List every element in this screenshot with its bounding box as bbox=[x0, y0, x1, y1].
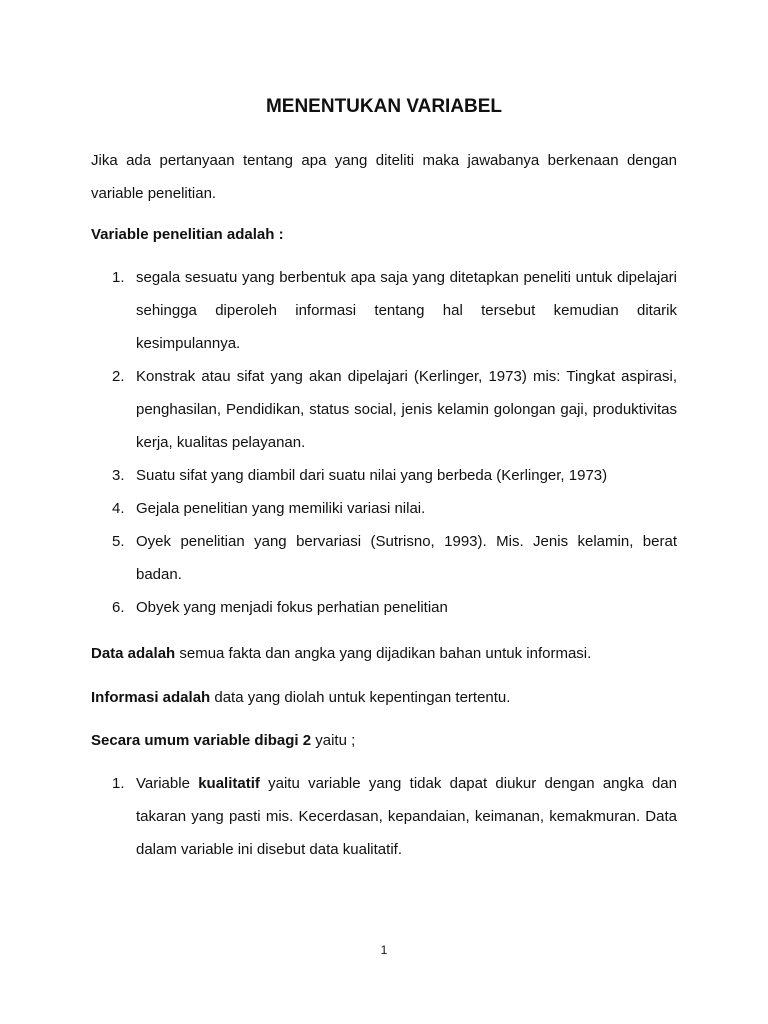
list-item-text: segala sesuatu yang berbentuk apa saja yang ditetapkan peneliti untuk dipelajari sehingga diperoleh informasi tentang hal tersebut kemudian ditarik kesimpulannya. bbox=[136, 269, 677, 352]
variable-split-statement bbox=[91, 724, 677, 757]
list-item-text: Obyek yang menjadi fokus perhatian penelitian bbox=[136, 599, 448, 616]
intro-paragraph: Jika ada pertanyaan tentang apa yang diteliti maka jawabanya berkenaan dengan variable penelitian. bbox=[91, 152, 677, 202]
list-item bbox=[91, 261, 677, 360]
variable-split-term: Secara umum variable dibagi 2 bbox=[91, 732, 312, 749]
data-definition-term: Data adalah bbox=[91, 645, 176, 662]
list-number: 6. bbox=[112, 599, 125, 616]
list-number: 4. bbox=[112, 500, 125, 517]
variable-split-text: yaitu ; bbox=[311, 732, 356, 749]
list-number: 5. bbox=[112, 533, 125, 550]
variable-type-list bbox=[91, 767, 677, 866]
list-item-text-post: yaitu variable yang tidak dapat diukur dengan angka dan takaran yang pasti mis. Kecerdasan, kepandaian, keimanan, kemakmuran. Data dalam variable ini disebut data kualitatif. bbox=[136, 775, 677, 858]
list-number: 1. bbox=[112, 775, 125, 792]
list-item bbox=[91, 525, 677, 591]
data-definition bbox=[91, 637, 677, 670]
list-item bbox=[91, 459, 677, 492]
list-number: 2. bbox=[112, 368, 125, 385]
list-item-text: Suatu sifat yang diambil dari suatu nilai yang berbeda (Kerlinger, 1973) bbox=[136, 467, 608, 484]
list-item bbox=[91, 492, 677, 525]
list-item-text-pre: Variable bbox=[136, 775, 199, 792]
data-definition-text: semua fakta dan angka yang dijadikan bahan untuk informasi. bbox=[175, 645, 592, 662]
list-item-text: Konstrak atau sifat yang akan dipelajari (Kerlinger, 1973) mis: Tingkat aspirasi, penghasilan, Pendidikan, status social, jenis kelamin golongan gaji, produktivitas kerja, kualitas pelayanan. bbox=[136, 368, 677, 451]
list-item bbox=[91, 767, 677, 866]
list-item bbox=[91, 360, 677, 459]
list-number: 1. bbox=[112, 269, 125, 286]
variable-definition-list bbox=[91, 261, 677, 624]
information-definition-term: Informasi adalah bbox=[91, 689, 211, 706]
list-item-term: kualitatif bbox=[198, 775, 260, 792]
information-definition-text: data yang diolah untuk kepentingan tertentu. bbox=[210, 689, 511, 706]
page-number: 1 bbox=[380, 943, 388, 957]
list-item bbox=[91, 591, 677, 624]
page-title: MENENTUKAN VARIABEL bbox=[265, 96, 503, 117]
list-item-text: Oyek penelitian yang bervariasi (Sutrisno, 1993). Mis. Jenis kelamin, berat badan. bbox=[136, 533, 677, 583]
list-item-text: Gejala penelitian yang memiliki variasi nilai. bbox=[136, 500, 426, 517]
information-definition bbox=[91, 681, 677, 714]
variable-heading: Variable penelitian adalah : bbox=[91, 226, 284, 243]
list-number: 3. bbox=[112, 467, 125, 484]
